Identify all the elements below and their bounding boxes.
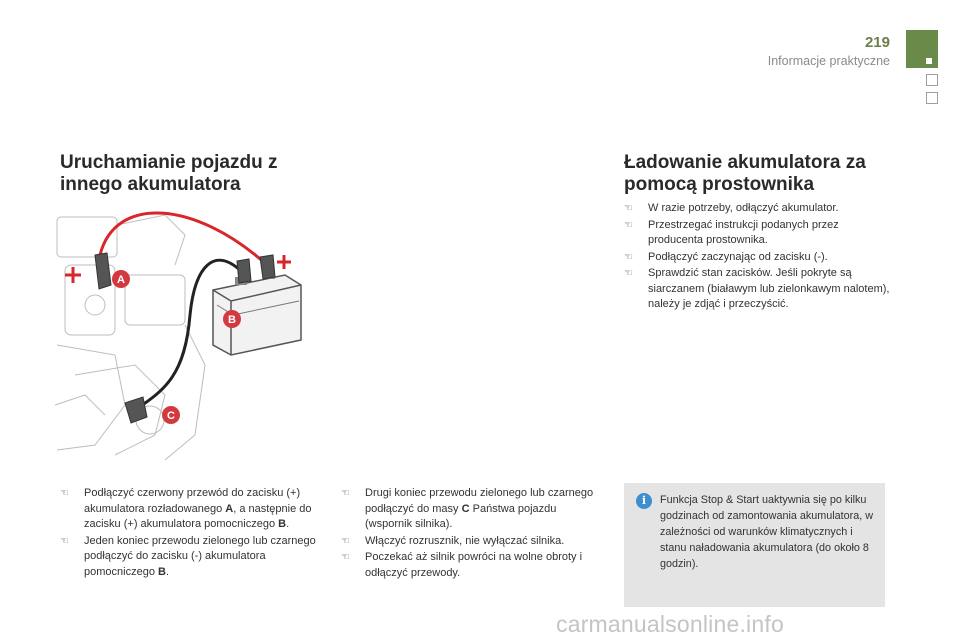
chapter-tab xyxy=(906,30,938,68)
heading-jump-start xyxy=(60,152,320,196)
bullet-icon: ☜ xyxy=(341,488,350,499)
bullet-icon: ☜ xyxy=(60,535,69,547)
text-run-bold: C xyxy=(461,502,470,515)
label-b-badge xyxy=(223,310,241,328)
text-run: Podłączyć czerwony przewód do zacisku (+) akumulatora rozładowanego xyxy=(84,487,301,515)
list-item xyxy=(624,266,894,313)
info-note-text: Funkcja Stop & Start uaktywnia się po kilku godzinach od zamontowania akumulatora, w zależności od warunków klimatycznych i stanu naładowania akumulatora (do około 8 godzin). xyxy=(660,494,874,570)
heading-line-2: innego akumulatora xyxy=(60,174,241,195)
text-run: Poczekać aż silnik powróci na wolne obroty i odłączyć przewody. xyxy=(365,551,583,579)
list-item xyxy=(341,534,606,550)
label-a-badge xyxy=(112,270,130,288)
clamp-icon xyxy=(260,255,275,279)
text-run: Drugi koniec przewodu zielonego lub czarnego podłączyć do masy xyxy=(365,487,594,515)
jump-start-steps-1 xyxy=(60,486,322,581)
text-run: Jeden koniec przewodu zielonego lub czarnego podłączyć do zacisku (-) akumulatora pomocniczego xyxy=(84,534,316,578)
engine-bay-drawing xyxy=(55,215,205,460)
bullet-icon: ☜ xyxy=(341,552,350,563)
chapter-tab-empty-2 xyxy=(926,92,938,104)
info-note xyxy=(624,483,885,607)
list-item xyxy=(341,550,606,581)
charging-steps-list xyxy=(624,201,894,314)
plus-icon xyxy=(65,267,81,283)
list-item xyxy=(624,201,894,217)
label-c-badge xyxy=(162,406,180,424)
list-item xyxy=(60,534,322,581)
info-icon: i xyxy=(636,493,652,509)
text-run: Państwa pojazdu (wspornik silnika). xyxy=(365,502,557,530)
bullet-icon: ☜ xyxy=(624,251,633,263)
heading-line-1: Ładowanie akumulatora za xyxy=(624,152,866,173)
list-item xyxy=(60,486,322,533)
plus-icon xyxy=(277,255,291,269)
bullet-icon: ☜ xyxy=(341,535,350,547)
list-item xyxy=(341,486,606,533)
bullet-icon: ☜ xyxy=(624,203,633,214)
list-item-text: Podłączyć zaczynając od zacisku (-). xyxy=(648,250,828,263)
heading-line-1: Uruchamianie pojazdu z xyxy=(60,152,278,173)
list-item-text: Przestrzegać instrukcji podanych przez producenta prostownika. xyxy=(648,218,839,246)
section-title: Informacje praktyczne xyxy=(767,54,890,68)
list-item xyxy=(624,250,894,266)
text-run: . xyxy=(286,518,290,530)
text-run: Włączyć rozrusznik, nie wyłączać silnika. xyxy=(365,534,565,547)
bullet-icon: ☜ xyxy=(624,219,633,231)
text-run-bold: B xyxy=(278,518,287,530)
badge-letter: A xyxy=(117,274,125,286)
badge-letter: C xyxy=(167,410,175,422)
list-item-text: Sprawdzić stan zacisków. Jeśli pokryte są siarczanem (białawym lub zielonkawym nalotem), należy je zdjąć i przeczyścić. xyxy=(648,267,890,310)
page-number: 219 xyxy=(864,34,890,51)
text-run: . xyxy=(165,565,170,578)
clamp-icon xyxy=(125,397,147,423)
jump-start-illustration xyxy=(55,205,320,465)
bullet-icon: ☜ xyxy=(60,488,69,499)
text-run-bold: A xyxy=(225,502,234,515)
text-run-bold: B xyxy=(158,565,166,578)
list-item xyxy=(624,218,894,249)
chapter-tab-marker xyxy=(926,58,932,64)
chapter-tab-empty-1 xyxy=(926,74,938,86)
text-run: , a następnie do zacisku (+) akumulatora pomocniczego xyxy=(84,502,312,530)
heading-line-2: pomocą prostownika xyxy=(624,174,815,195)
badge-letter: B xyxy=(228,314,236,326)
jump-start-steps-2 xyxy=(341,486,606,582)
clamp-icon xyxy=(95,253,111,289)
list-item-text: W razie potrzeby, odłączyć akumulator. xyxy=(648,202,839,214)
bullet-icon: ☜ xyxy=(624,268,633,279)
clamp-icon xyxy=(237,259,251,283)
watermark: carmanualsonline.info xyxy=(556,611,784,637)
heading-charging xyxy=(624,152,894,196)
